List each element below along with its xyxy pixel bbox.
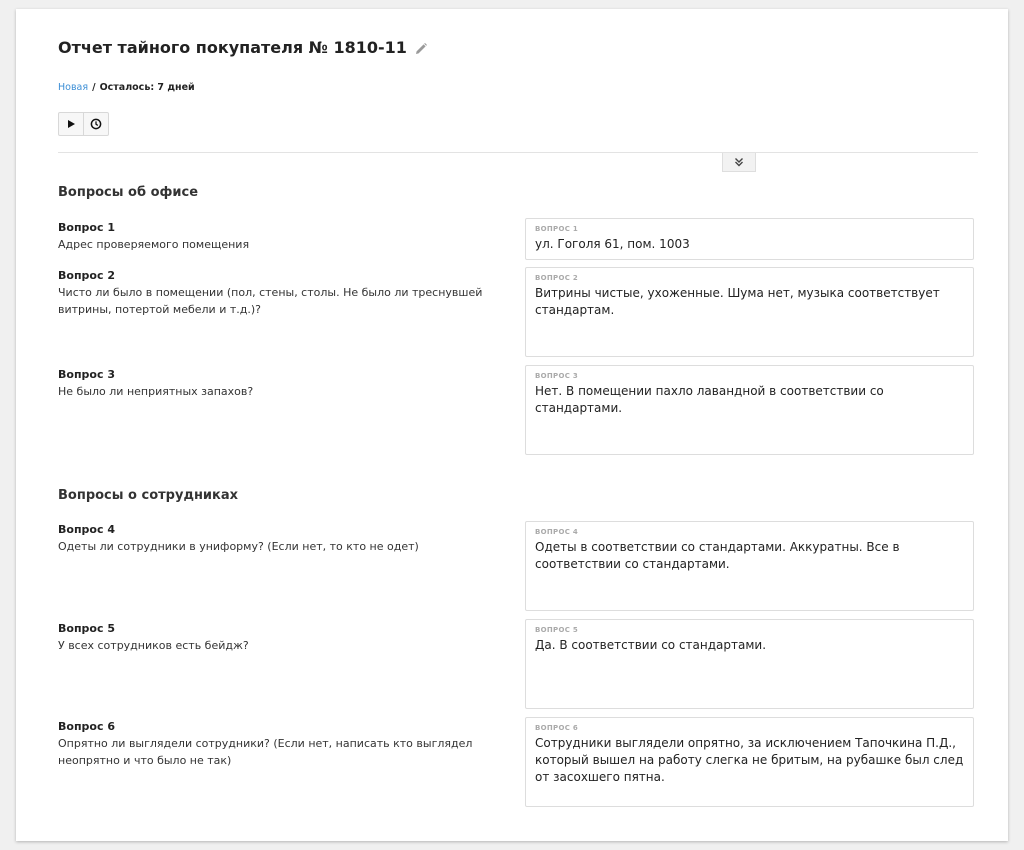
answer-field-4[interactable]: [525, 521, 974, 611]
question-3: [58, 367, 498, 400]
divider: [58, 152, 978, 153]
question-1: [58, 220, 498, 253]
answer-value: ул. Гоголя 61, пом. 1003: [535, 237, 690, 251]
question-text: У всех сотрудников есть бейдж?: [58, 639, 249, 652]
question-number: Вопрос 6: [58, 720, 115, 733]
question-number: Вопрос 5: [58, 622, 115, 635]
time-button[interactable]: [83, 113, 108, 135]
status-link[interactable]: Новая: [58, 82, 89, 93]
answer-field-2[interactable]: [525, 267, 974, 357]
answer-value: Да. В соответствии со стандартами.: [535, 638, 767, 652]
question-number: Вопрос 3: [58, 368, 115, 381]
answer-label: ВОПРОС 4: [535, 528, 579, 536]
answer-label: ВОПРОС 6: [535, 724, 579, 732]
answer-field-3[interactable]: [525, 365, 974, 455]
clock-icon: [90, 118, 102, 130]
answer-label: ВОПРОС 3: [535, 372, 579, 380]
breadcrumb-separator: /: [92, 82, 96, 93]
question-4: [58, 522, 498, 555]
question-text: Не было ли неприятных запахов?: [58, 385, 254, 398]
answer-value: Нет. В помещении пахло лавандной в соответствии со стандартами.: [535, 384, 884, 415]
question-text: Чисто ли было в помещении (пол, стены, столы. Не было ли треснувшей витрины, потертой мебели и т.д.)?: [58, 286, 483, 316]
pencil-icon[interactable]: [414, 41, 428, 55]
section-title-office: Вопросы об офисе: [58, 185, 199, 200]
question-5: [58, 621, 498, 654]
question-number: Вопрос 1: [58, 221, 115, 234]
question-text: Одеты ли сотрудники в униформу? (Если нет, то кто не одет): [58, 540, 419, 553]
breadcrumb: [58, 82, 195, 93]
answer-value: Одеты в соответствии со стандартами. Аккуратны. Все в соответствии со стандартами.: [535, 540, 900, 571]
answer-label: ВОПРОС 2: [535, 274, 579, 282]
question-number: Вопрос 4: [58, 523, 115, 536]
question-text: Адрес проверяемого помещения: [58, 238, 250, 251]
action-toolbar: [58, 112, 109, 136]
double-chevron-down-icon: [734, 157, 744, 167]
page-title: Отчет тайного покупателя № 1810-11: [58, 38, 407, 57]
remaining-time: Осталось: 7 дней: [99, 82, 195, 93]
play-icon: [66, 119, 76, 129]
answer-value: Сотрудники выглядели опрятно, за исключением Тапочкина П.Д., который вышел на работу слегка не бритым, на рубашке был след от засохшего пятна.: [535, 736, 964, 784]
question-2: [58, 268, 498, 318]
answer-field-5[interactable]: [525, 619, 974, 709]
expand-button[interactable]: [722, 153, 756, 172]
question-6: [58, 719, 498, 769]
question-number: Вопрос 2: [58, 269, 115, 282]
answer-value: Витрины чистые, ухоженные. Шума нет, музыка соответствует стандартам.: [535, 286, 940, 317]
section-title-staff: Вопросы о сотрудниках: [58, 488, 239, 503]
answer-field-1[interactable]: [525, 218, 974, 260]
title-row: [58, 38, 428, 57]
start-button[interactable]: [59, 113, 83, 135]
report-card: [16, 9, 1008, 841]
question-text: Опрятно ли выглядели сотрудники? (Если нет, написать кто выглядел неопрятно и что было не так): [58, 737, 473, 767]
answer-label: ВОПРОС 1: [535, 225, 579, 233]
answer-field-6[interactable]: [525, 717, 974, 807]
answer-label: ВОПРОС 5: [535, 626, 579, 634]
